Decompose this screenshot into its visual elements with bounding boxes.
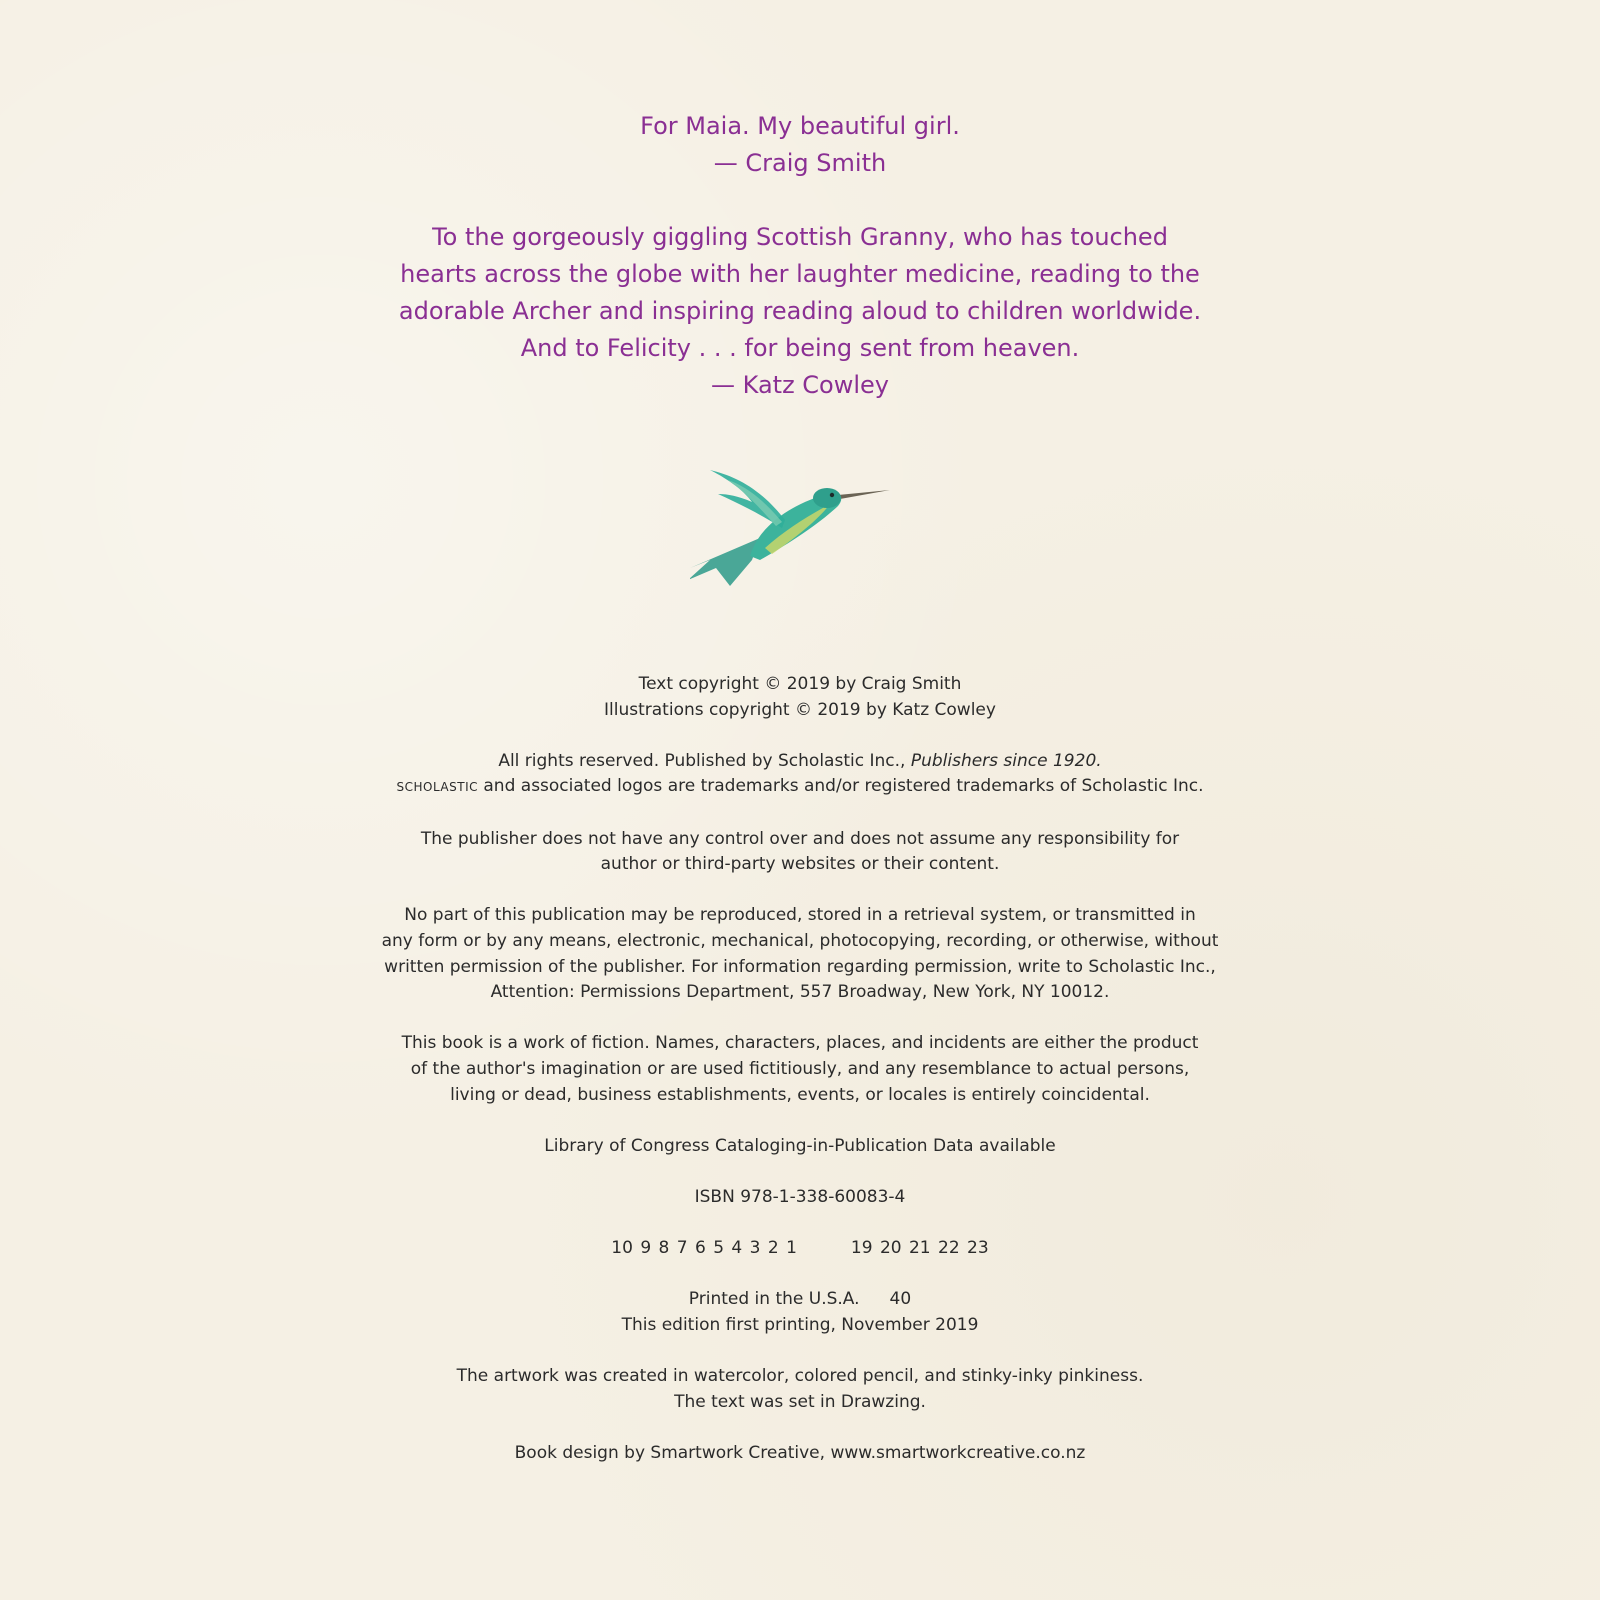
gap xyxy=(0,723,1600,749)
cip-line: Library of Congress Cataloging-in-Publication Data available xyxy=(544,1135,1056,1156)
trademark-line xyxy=(0,774,1600,801)
fiction-line: of the author's imagination or are used fictitiously, and any resemblance to actual persons, xyxy=(410,1058,1190,1079)
fiction-line: living or dead, business establishments, events, or locales is entirely coincidental. xyxy=(450,1084,1150,1105)
disclaimer-line: The publisher does not have any control over and does not assume any responsibility for xyxy=(420,828,1180,849)
illustrations-copyright: Illustrations copyright © 2019 by Katz Cowley xyxy=(604,699,996,720)
typeface-line: The text was set in Drawzing. xyxy=(674,1391,926,1412)
rights-line xyxy=(0,749,1600,775)
text-copyright: Text copyright © 2019 by Craig Smith xyxy=(638,674,962,694)
gap xyxy=(0,1006,1600,1032)
printing-numbers: 10 9 8 7 6 5 4 3 2 1 xyxy=(611,1238,797,1259)
isbn-line: ISBN 978-1-338-60083-4 xyxy=(694,1186,906,1207)
fiction-line: This book is a work of fiction. Names, characters, places, and incidents are either the product xyxy=(401,1033,1199,1054)
trademark-text: and associated logos are trademarks and/or registered trademarks of Scholastic Inc. xyxy=(483,776,1204,797)
scholastic-logo-text: SCHOLASTIC xyxy=(396,780,478,795)
gap xyxy=(0,878,1600,904)
dedication-katz-line: And to Felicity . . . for being sent from heaven. xyxy=(520,334,1080,362)
dedication-craig: For Maia. My beautiful girl. xyxy=(640,112,960,140)
edition-line: This edition first printing, November 2019 xyxy=(621,1314,979,1335)
printed-in: Printed in the U.S.A. xyxy=(688,1289,860,1310)
gap xyxy=(0,1338,1600,1364)
signature-craig: — Craig Smith xyxy=(713,149,887,177)
gap xyxy=(0,1262,1600,1288)
gap xyxy=(0,1108,1600,1134)
dedication-gap xyxy=(0,182,1600,219)
reproduction-line: Attention: Permissions Department, 557 Broadway, New York, NY 10012. xyxy=(490,982,1110,1003)
dedication-katz-line: adorable Archer and inspiring reading aloud to children worldwide. xyxy=(398,297,1202,325)
reproduction-line: any form or by any means, electronic, mechanical, photocopying, recording, or otherwise, without xyxy=(381,930,1219,951)
year-numbers: 19 20 21 22 23 xyxy=(850,1238,989,1259)
design-credit: Book design by Smartwork Creative, www.smartworkcreative.co.nz xyxy=(514,1442,1086,1463)
signature-katz: — Katz Cowley xyxy=(711,371,889,399)
reproduction-line: No part of this publication may be reproduced, stored in a retrieval system, or transmitted in xyxy=(404,905,1196,926)
dedication xyxy=(0,108,1600,404)
gap xyxy=(0,1159,1600,1185)
reproduction-line: written permission of the publisher. For information regarding permission, write to Scholastic Inc., xyxy=(384,956,1216,977)
printed-line xyxy=(0,1287,1600,1313)
gap xyxy=(0,1415,1600,1441)
artwork-line: The artwork was created in watercolor, colored pencil, and stinky-inky pinkiness. xyxy=(456,1366,1144,1387)
gap xyxy=(0,801,1600,827)
dedication-katz-line: To the gorgeously giggling Scottish Granny, who has touched xyxy=(432,223,1168,251)
gap xyxy=(0,1210,1600,1236)
colophon xyxy=(0,672,1600,1466)
publishers-since: Publishers since 1920. xyxy=(910,750,1102,771)
dedication-katz-line: hearts across the globe with her laughter medicine, reading to the xyxy=(400,260,1200,288)
hummingbird-icon xyxy=(690,468,900,588)
printer-code: 40 xyxy=(889,1289,912,1310)
rights-text: All rights reserved. Published by Scholastic Inc., xyxy=(498,750,906,771)
disclaimer-line: author or third-party websites or their content. xyxy=(600,854,1000,875)
printing-line xyxy=(0,1236,1600,1262)
